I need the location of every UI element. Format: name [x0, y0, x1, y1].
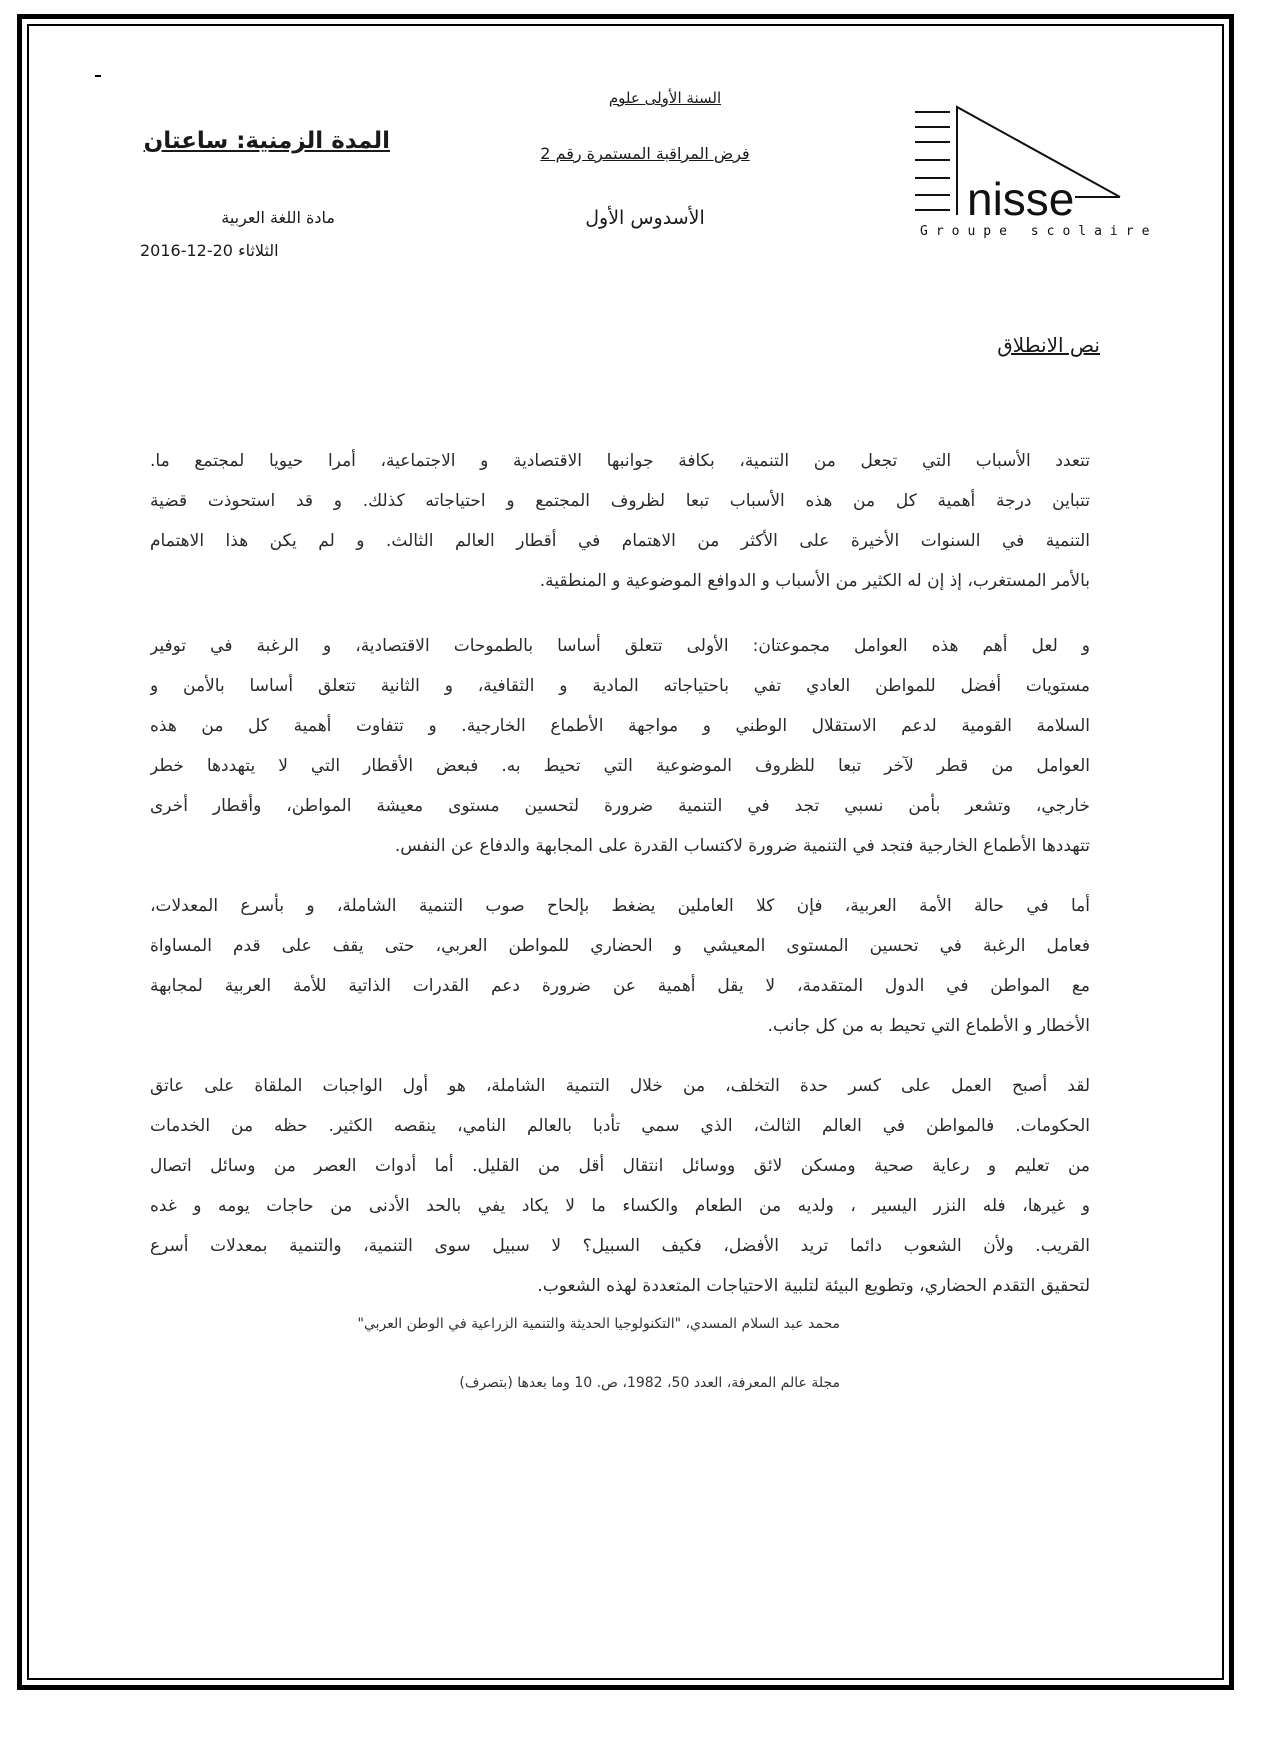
section-title: نص الانطلاق: [997, 333, 1100, 357]
text-line: التنمية في السنوات الأخيرة على الأكثر من الاهتمام في أقطار العالم الثالث. و لم يكن هذا الاهتمام: [150, 531, 1090, 551]
text-line: مستويات أفضل للمواطن العادي تفي باحتياجاته المادية و الثقافية، و الثانية تتعلق أساسا بالأمن و: [150, 676, 1090, 696]
exam-duration: المدة الزمنية: ساعتان: [143, 128, 390, 154]
text-line: السلامة القومية لدعم الاستقلال الوطني و مواجهة الأطماع الخارجية. و تتفاوت أهمية كل من هذه: [150, 716, 1090, 736]
logo-subtitle: Groupe scolaire: [920, 224, 1158, 239]
text-line: من تعليم و رعاية صحية ومسكن لائق ووسائل انتقال أقل من القليل. أما أدوات العصر من وسائل اتصال: [150, 1156, 1090, 1176]
text-line: تتهددها الأطماع الخارجية فتجد في التنمية ضرورة لاكتساب القدرة على المجابهة والدفاع عن النفس.: [394, 836, 1090, 856]
text-line: فعامل الرغبة في تحسين المستوى المعيشي و الحضاري للمواطن العربي، حتى يقف على قدم المساواة: [150, 936, 1090, 956]
text-line: العوامل من قطر لآخر تبعا للظروف الموضوعية التي تحيط به. فبعض الأقطار التي لا يتهددها خطر: [150, 756, 1090, 776]
class-level: السنة الأولى علوم: [608, 89, 722, 107]
semester: الأسدوس الأول: [585, 207, 705, 229]
text-line: خارجي، وتشعر بأمن نسبي تجد في التنمية ضرورة لتحسين مستوى معيشة المواطن، وأقطار أخرى: [150, 796, 1090, 816]
exam-date: [140, 241, 335, 260]
text-line: مع المواطن في الدول المتقدمة، لا يقل أهمية عن ضرورة دعم القدرات الذاتية للأمة العربية لمجابهة: [150, 976, 1090, 996]
subject: مادة اللغة العربية: [221, 208, 335, 227]
source-reference: مجلة عالم المعرفة، العدد 50، 1982، ص. 10 وما بعدها (بتصرف): [459, 1375, 840, 1391]
text-line: الأخطار و الأطماع التي تحيط به من كل جانب.: [767, 1016, 1090, 1036]
exam-day: الثلاثاء: [238, 241, 279, 260]
text-line: الحكومات. فالمواطن في العالم الثالث، الذي سمي تأدبا بالعالم النامي، ينقصه الكثير. حظه من الخدمات: [150, 1116, 1090, 1136]
text-line: و غيرها، فله النزر اليسير ، ولديه من الطعام والكساء ما لا يكاد يفي بالحد الأدنى من حاجات يومه و غده: [150, 1196, 1090, 1216]
paragraph-2: [150, 626, 1090, 866]
text-line: لقد أصبح العمل على كسر حدة التخلف، من خلال التنمية الشاملة، هو أول الواجبات الملقاة على عاتق: [150, 1076, 1090, 1096]
text-line: بالأمر المستغرب، إذ إن له الكثير من الأسباب و الدوافع الموضوعية و المنطقية.: [539, 571, 1090, 591]
text-line: أما في حالة الأمة العربية، فإن كلا العاملين يضغط بإلحاح صوب التنمية الشاملة، و بأسرع المعدلات،: [150, 896, 1090, 916]
text-line: القريب. ولأن الشعوب دائما تريد الأفضل، فكيف السبيل؟ لا سبيل سوى التنمية، والتنمية بمعدلات أسرع: [150, 1236, 1090, 1256]
source-author: محمد عبد السلام المسدي، "التكنولوجيا الحديثة والتنمية الزراعية في الوطن العربي": [357, 1316, 840, 1332]
exam-title: فرض المراقبة المستمرة رقم 2: [540, 144, 750, 163]
paragraph-4: [150, 1066, 1090, 1306]
paragraph-3: [150, 886, 1090, 1046]
scan-mark: [95, 75, 101, 77]
text-line: تتعدد الأسباب التي تجعل من التنمية، بكافة جوانبها الاقتصادية و الاجتماعية، أمرا حيويا لمجتمع ما.: [150, 451, 1090, 471]
exam-date-value: 2016-12-20: [140, 241, 233, 260]
paragraph-1: [150, 441, 1090, 601]
text-line: و لعل أهم هذه العوامل مجموعتان: الأولى تتعلق أساسا بالطموحات الاقتصادية، و الرغبة في توفير: [150, 636, 1090, 656]
logo-wordmark: nisse: [967, 173, 1075, 225]
text-line: لتحقيق التقدم الحضاري، وتطويع البيئة لتلبية الاحتياجات المتعددة لهذه الشعوب.: [537, 1276, 1090, 1296]
text-line: تتباين درجة أهمية كل من هذه الأسباب تبعا لظروف المجتمع و احتياجاته كذلك. و قد استحوذت قضية: [150, 491, 1090, 511]
